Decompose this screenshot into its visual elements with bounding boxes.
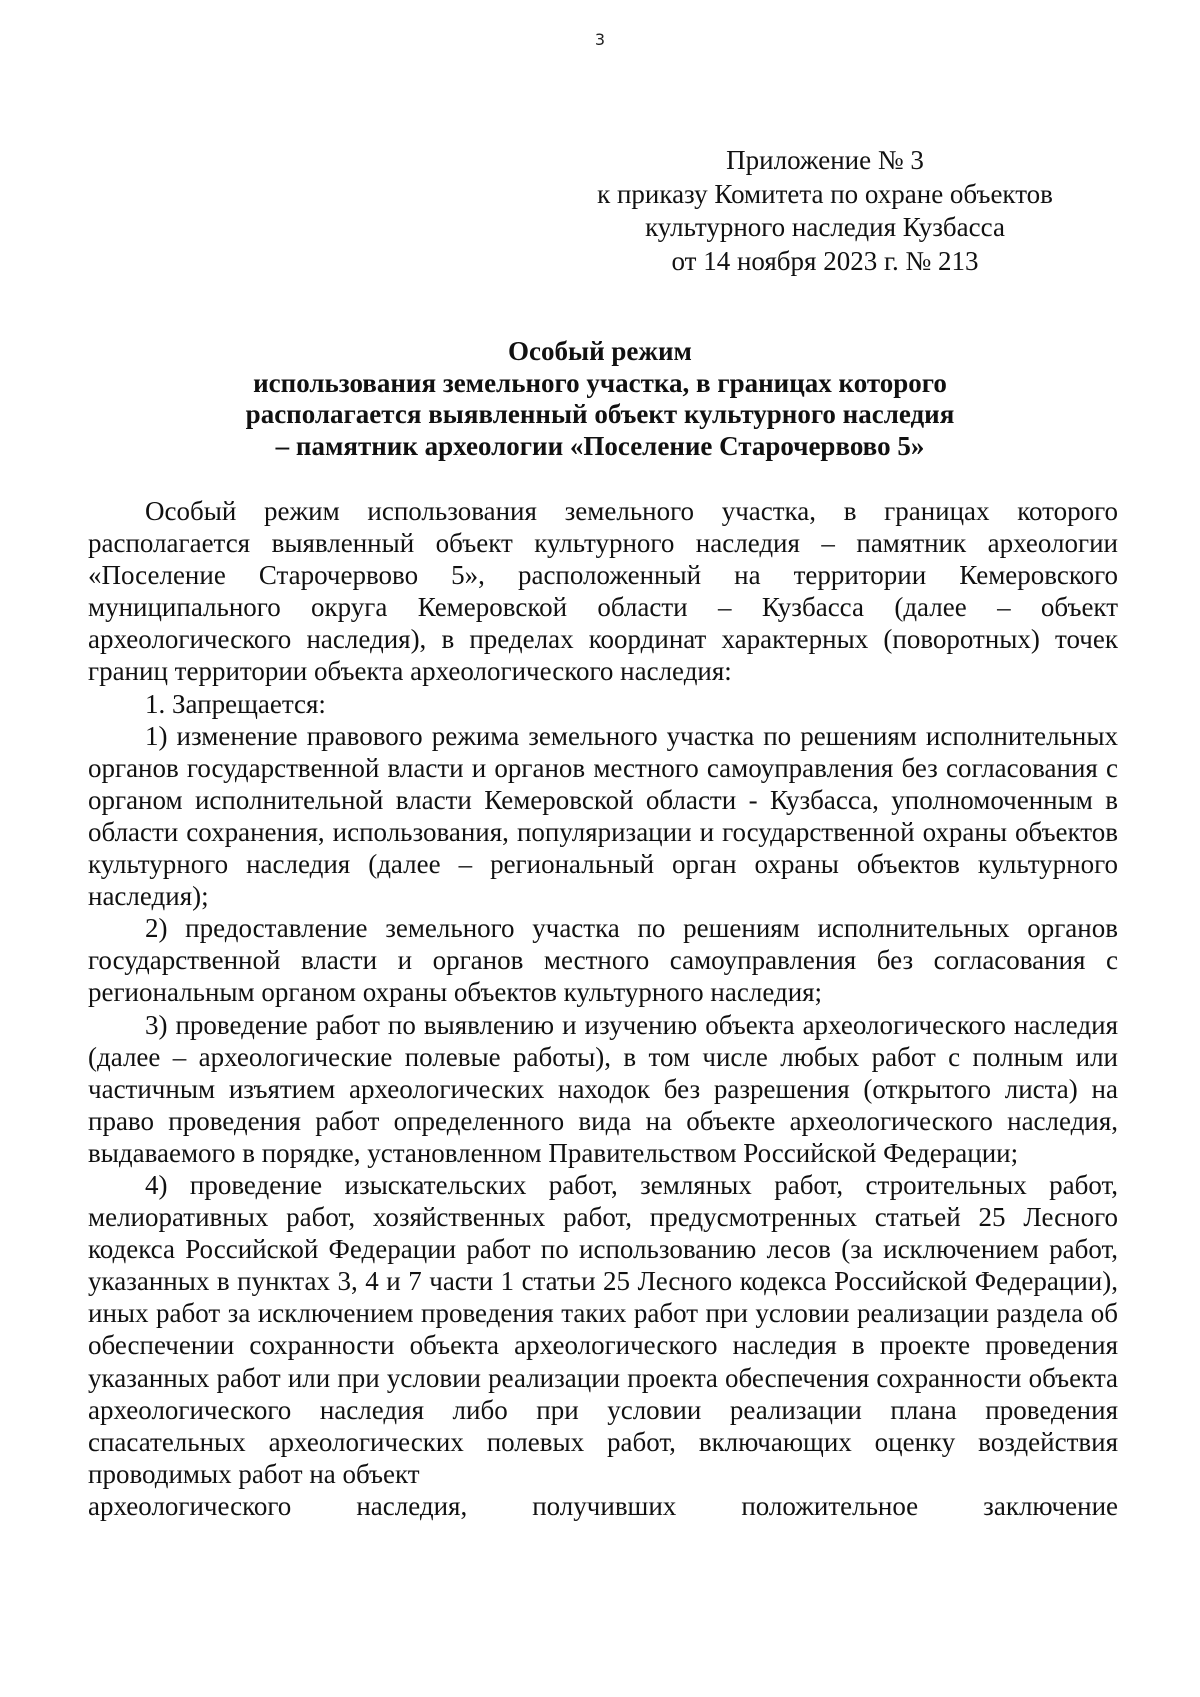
item-4-continuation: археологического наследия, получивших положительное заключение [88, 1490, 1118, 1521]
item-1-paragraph: 1) изменение правового режима земельного участка по решениям исполнительных органов государственной власти и органов местного самоуправления без согласования с органом исполнительной власти Кемеровской области - Кузбасса, уполномоченным в области сохранения, использования, популяризации и государственной охраны объектов культурного наследия (далее – региональный орган охраны объектов культурного наследия); [88, 720, 1118, 912]
section-1-heading: 1. Запрещается: [145, 688, 326, 719]
intro-paragraph: Особый режим использования земельного участка, в границах которого располагается выявленный объект культурного наследия – памятник археологии «Поселение Старочервово 5», расположенный на территории Кемеровского муниципального округа Кемеровской области – Кузбасса (далее – объект археологического наследия), в пределах координат характерных (поворотных) точек границ территории объекта археологического наследия: [88, 496, 1118, 687]
title-line-1: Особый режим [508, 336, 692, 366]
item-2-paragraph: 2) предоставление земельного участка по решениям исполнительных органов государственной власти и органов местного самоуправления без согласования с региональным органом охраны объектов культурного наследия; [88, 913, 1118, 1008]
appendix-line-1: Приложение № 3 [726, 145, 924, 175]
document-body [88, 495, 1118, 1522]
appendix-line-2: к приказу Комитета по охране объектов [597, 178, 1053, 209]
page-number: 3 [594, 30, 606, 49]
item-3-paragraph: 3) проведение работ по выявлению и изучению объекта археологического наследия (далее – археологические полевые работы), в том числе любых работ с полным или частичным изъятием археологических находок без разрешения (открытого листа) на право проведения работ определенного вида на объекте археологического наследия, выдаваемого в порядке, установленном Правительством Российской Федерации; [88, 1009, 1118, 1168]
title-line-2: использования земельного участка, в границах которого [253, 367, 947, 398]
appendix-line-4: от 14 ноября 2023 г. № 213 [671, 245, 979, 276]
item-4-paragraph: 4) проведение изыскательских работ, земляных работ, строительных работ, мелиоративных работ, хозяйственных работ, предусмотренных статьей 25 Лесного кодекса Российской Федерации работ по использованию лесов (за исключением работ, указанных в пунктах 3, 4 и 7 части 1 статьи 25 Лесного кодекса Российской Федерации), иных работ за исключением проведения таких работ при условии реализации раздела об обеспечении сохранности объекта археологического наследия в проекте проведения указанных работ или при условии реализации проекта обеспечения сохранности объекта археологического наследия либо при условии реализации плана проведения спасательных археологических полевых работ, включающих оценку воздействия проводимых работ на объект [88, 1169, 1118, 1489]
title-line-3: располагается выявленный объект культурного наследия [245, 399, 955, 429]
appendix-line-3: культурного наследия Кузбасса [645, 212, 1005, 242]
title-line-4: – памятник археологии «Поселение Старочервово 5» [275, 430, 925, 461]
appendix-header [560, 144, 1090, 278]
document-title [160, 336, 1040, 462]
